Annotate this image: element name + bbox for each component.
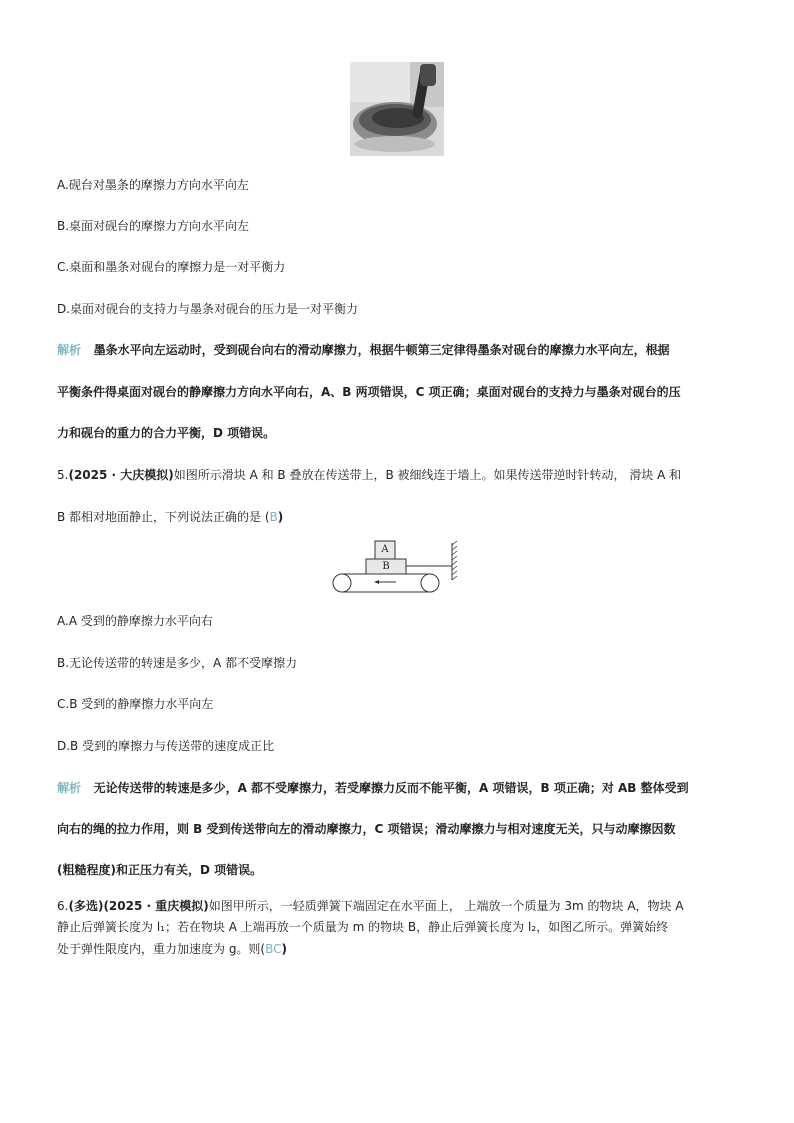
q6-answer: BC — [265, 942, 282, 956]
analysis-text: 墨条水平向左运动时，受到砚台向右的滑动摩擦力，根据牛顿第三定律得墨条对砚台的摩擦力水平向左，根据 — [93, 343, 670, 357]
q5-analysis-line-1 — [57, 779, 689, 796]
q5-paren-close: ) — [277, 510, 284, 524]
q6-paren-close: ) — [281, 942, 288, 956]
q5-stem-line-1 — [57, 466, 681, 483]
q6-stem-line-2: 静止后弹簧长度为 l₁；若在物块 A 上端再放一个质量为 m 的物块 B，静止后弹簧长度为 l₂，如图乙所示。弹簧始终 — [57, 920, 669, 934]
q5-number: 5. — [57, 468, 69, 482]
q6-stem-line-1 — [57, 897, 684, 914]
q4-analysis-line-2: 平衡条件得桌面对砚台的静摩擦力方向水平向右，A、B 两项错误，C 项正确；桌面对砚台的支持力与墨条对砚台的压 — [57, 385, 681, 399]
q6-source: (2025 · 重庆模拟) — [103, 899, 209, 913]
q4-option-a: A.砚台对墨条的摩擦力方向水平向左 — [57, 178, 249, 192]
q5-option-d: D.B 受到的摩擦力与传送带的速度成正比 — [57, 739, 275, 753]
analysis-text: 无论传送带的转速是多少，A 都不受摩擦力，若受摩擦力反而不能平衡，A 项错误，B 项正确；对 AB 整体受到 — [93, 781, 689, 795]
q5-option-c: C.B 受到的静摩擦力水平向左 — [57, 697, 214, 711]
q5-analysis-line-2: 向右的绳的拉力作用，则 B 受到传送带向左的滑动摩擦力，C 项错误；滑动摩擦力与相对速度无关，只与动摩擦因数 — [57, 822, 676, 836]
q4-analysis-line-3: 力和砚台的重力的合力平衡，D 项错误。 — [57, 426, 276, 440]
q6-stem-3: 处于弹性限度内，重力加速度为 g。则( — [57, 942, 266, 956]
inkstone-photo — [350, 62, 444, 156]
arrow-left-icon — [374, 580, 379, 584]
q5-answer: B — [269, 510, 278, 524]
q5-source: (2025 · 大庆模拟) — [68, 468, 174, 482]
q6-type: (多选) — [68, 899, 104, 913]
block-b-label: B — [382, 561, 390, 572]
analysis-tag: 解析 — [57, 343, 82, 357]
block-a-label: A — [381, 544, 389, 555]
q5-option-b: B.无论传送带的转速是多少，A 都不受摩擦力 — [57, 656, 298, 670]
q5-stem-line-2 — [57, 508, 283, 525]
q4-option-c: C.桌面和墨条对砚台的摩擦力是一对平衡力 — [57, 260, 286, 274]
q6-stem-line-3 — [57, 940, 287, 957]
analysis-tag: 解析 — [57, 781, 82, 795]
q5-stem-2: B 都相对地面静止，下列说法正确的是 ( — [57, 510, 270, 524]
q4-analysis-line-1 — [57, 341, 670, 358]
q6-number: 6. — [57, 899, 69, 913]
q4-option-b: B.桌面对砚台的摩擦力方向水平向左 — [57, 219, 250, 233]
q5-stem: 如图所示滑块 A 和 B 叠放在传送带上，B 被细线连于墙上。如果传送带逆时针转动， 滑块 A 和 — [173, 468, 682, 482]
q5-analysis-line-3: (粗糙程度)和正压力有关，D 项错误。 — [57, 863, 263, 877]
q5-option-a: A.A 受到的静摩擦力水平向右 — [57, 614, 213, 628]
q6-stem: 如图甲所示，一轻质弹簧下端固定在水平面上， 上端放一个质量为 3m 的物块 A，物块 A — [208, 899, 684, 913]
q4-option-d: D.桌面对砚台的支持力与墨条对砚台的压力是一对平衡力 — [57, 302, 359, 316]
